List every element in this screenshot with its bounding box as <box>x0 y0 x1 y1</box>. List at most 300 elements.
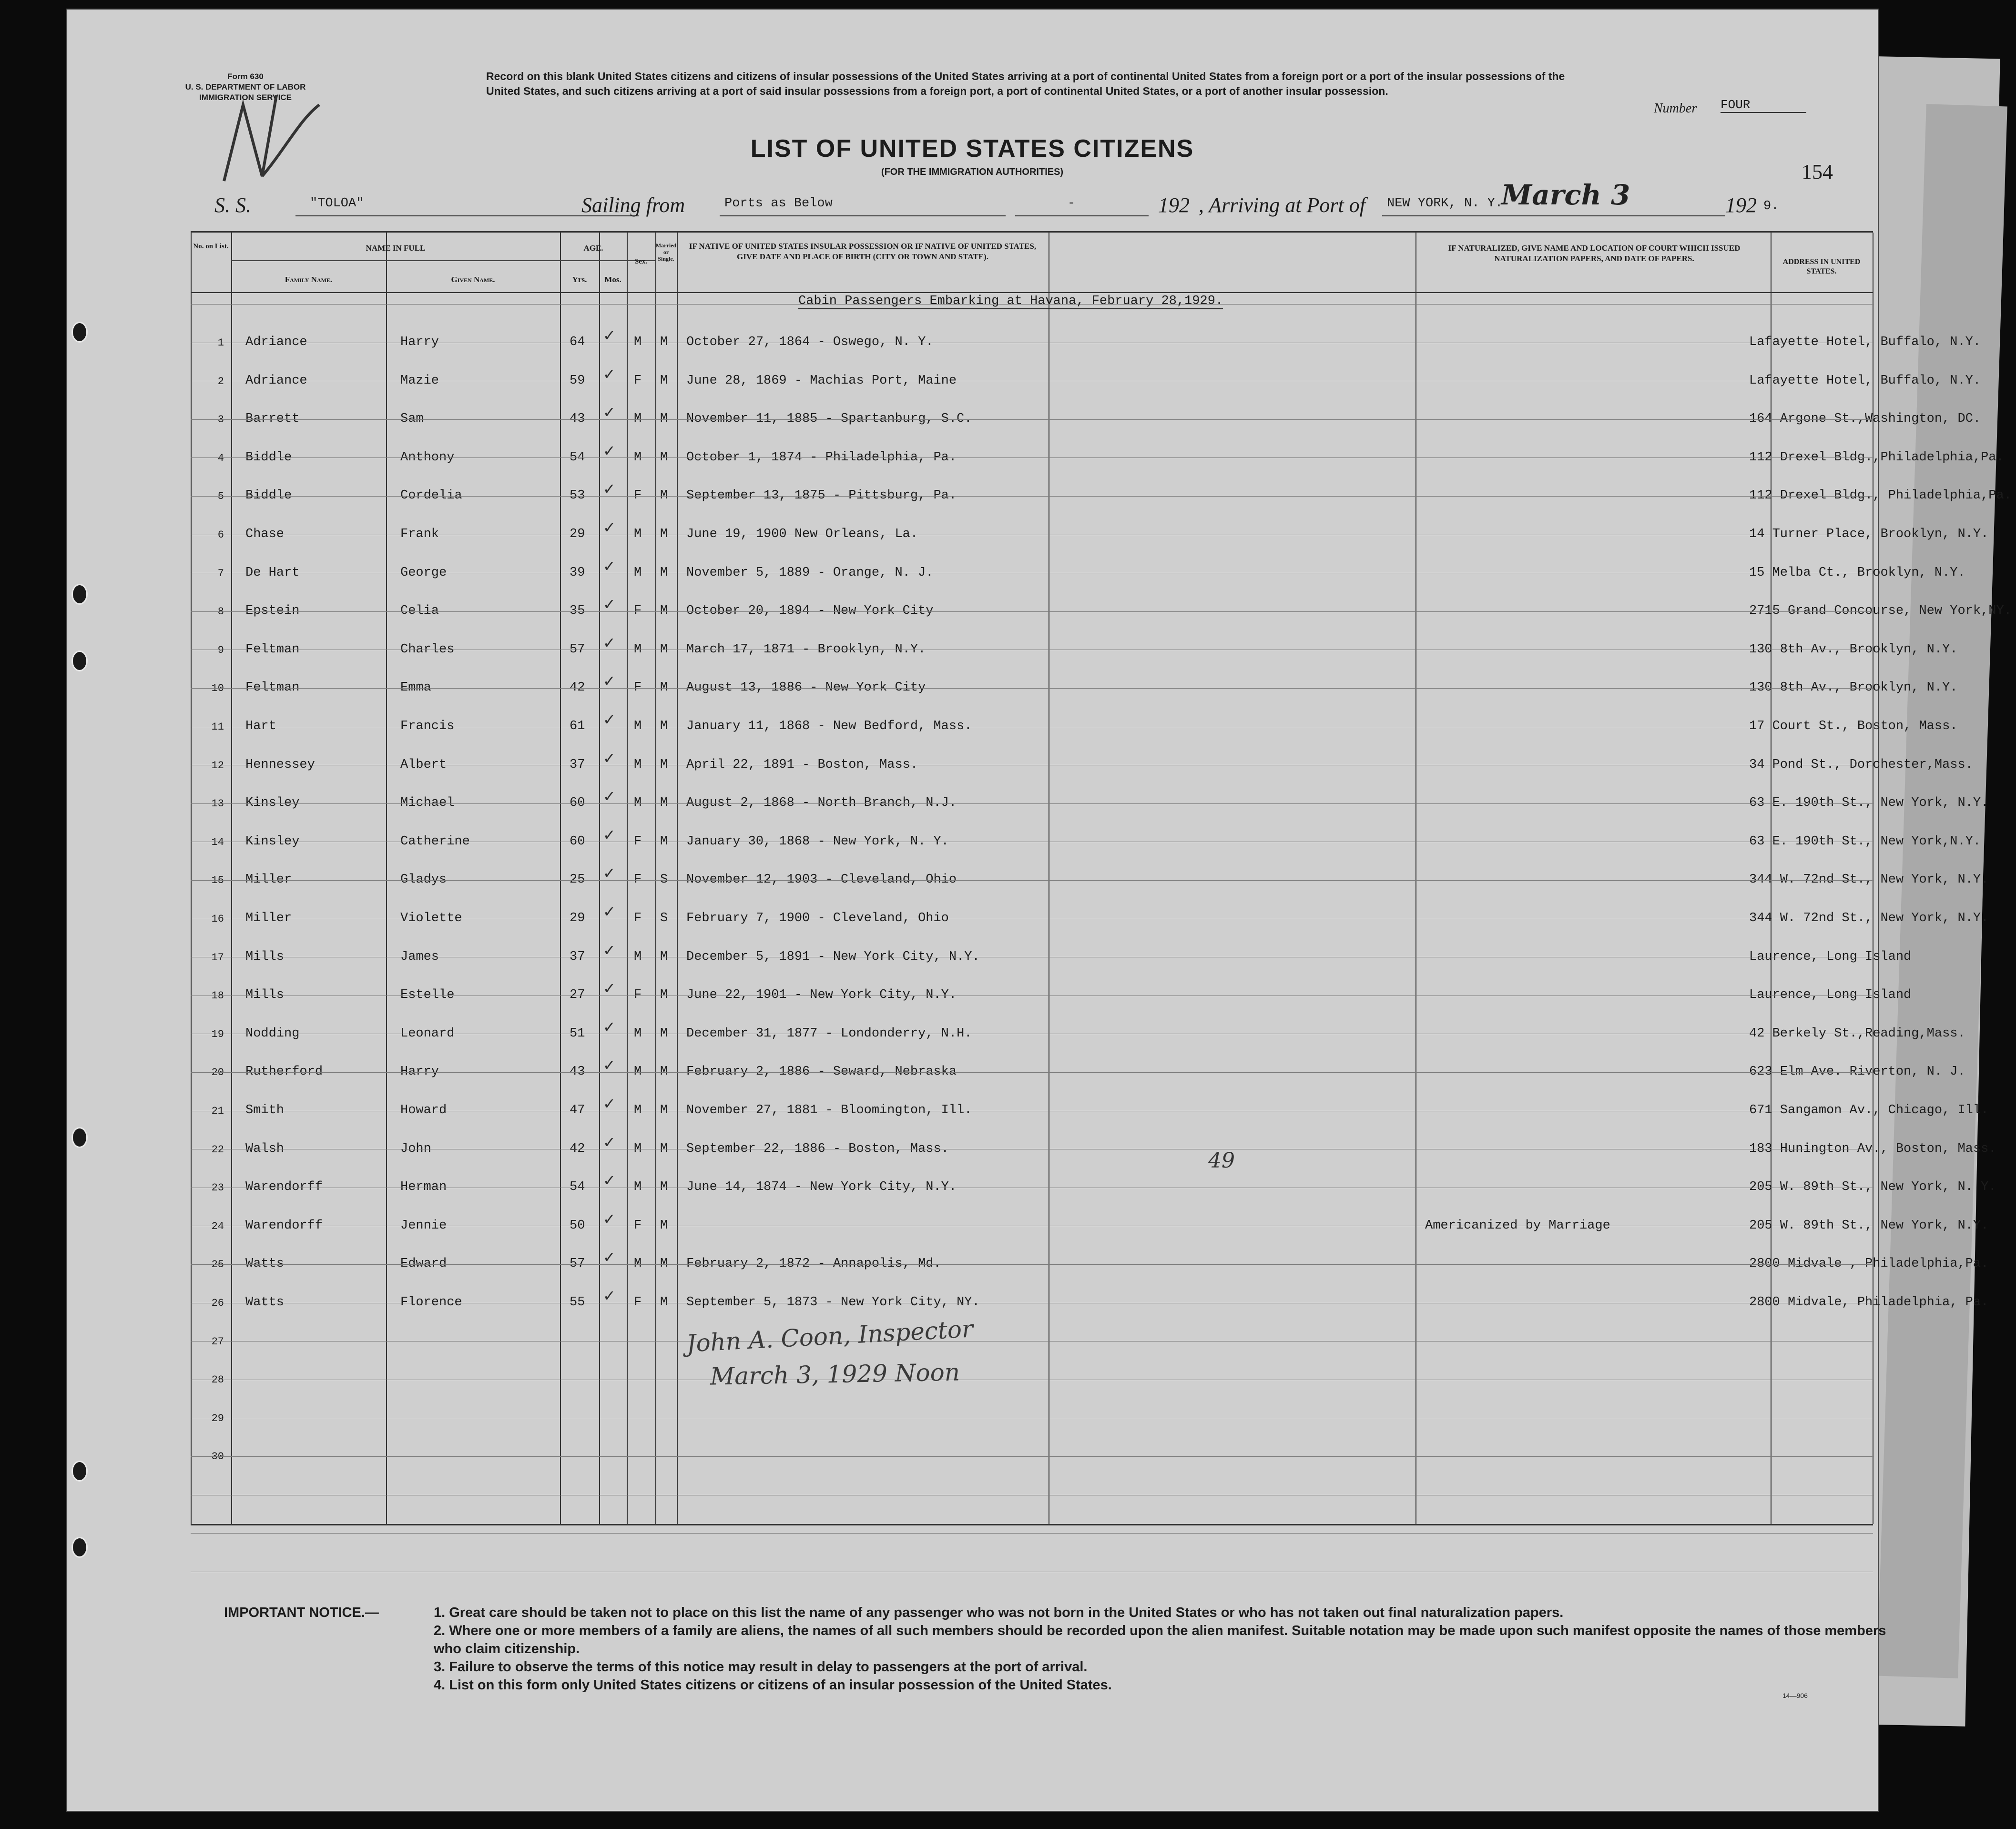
cell-birth: September 22, 1886 - Boston, Mass. <box>686 1141 949 1156</box>
cell-birth: August 13, 1886 - New York City <box>686 681 926 695</box>
cell-ms: M <box>660 796 668 811</box>
cell-age: 43 <box>570 412 585 427</box>
cell-age: 42 <box>570 681 585 695</box>
cell-sex: M <box>634 1141 642 1156</box>
cell-n: 14 <box>211 836 224 848</box>
cell-given: Florence <box>400 1295 462 1310</box>
cell-age: 43 <box>570 1065 585 1079</box>
cell-family: Adriance <box>245 373 307 388</box>
section-heading: Cabin Passengers Embarking at Havana, February 28,1929. <box>798 294 1223 308</box>
cell-family: Watts <box>245 1257 285 1271</box>
cell-ms: M <box>660 988 668 1003</box>
col-yrs: Yrs. <box>572 275 587 284</box>
cell-n: 30 <box>211 1451 224 1463</box>
arriving-label: , Arriving at Port of <box>1199 193 1365 217</box>
cell-given: Emma <box>400 681 431 695</box>
cell-addr: Laurence, Long Island <box>1749 949 1912 964</box>
cell-ms: M <box>660 757 668 772</box>
check-mark-icon: ✓ <box>603 787 616 806</box>
cell-sex: F <box>634 373 642 388</box>
cell-birth: August 2, 1868 - North Branch, N.J. <box>686 796 957 811</box>
cell-age: 59 <box>570 373 585 388</box>
cell-ms: S <box>660 873 668 887</box>
rule <box>191 233 192 1524</box>
header-rule <box>231 260 655 261</box>
cell-n: 21 <box>211 1105 224 1117</box>
cell-given: Leonard <box>400 1026 455 1041</box>
check-mark-icon: ✓ <box>603 711 616 729</box>
check-mark-icon: ✓ <box>603 633 616 652</box>
col-family: Family Name. <box>285 275 333 284</box>
cell-family: Biddle <box>245 488 292 503</box>
cell-age: 54 <box>570 1180 585 1195</box>
rule <box>386 233 387 1524</box>
cell-ms: S <box>660 911 668 925</box>
cell-n: 22 <box>211 1143 224 1156</box>
cell-ms: M <box>660 488 668 503</box>
check-mark-icon: ✓ <box>603 403 616 422</box>
cell-ms: M <box>660 1026 668 1041</box>
cell-ms: M <box>660 949 668 964</box>
cell-n: 19 <box>211 1028 224 1040</box>
cell-n: 9 <box>217 644 224 656</box>
cell-addr: 205 W. 89th St., New York, N. Y. <box>1749 1180 1996 1195</box>
port-blank <box>1382 215 1725 216</box>
cell-given: Harry <box>400 335 439 349</box>
cell-birth: November 5, 1889 - Orange, N. J. <box>686 565 934 580</box>
cell-sex: M <box>634 1026 642 1041</box>
cell-n: 10 <box>211 682 224 695</box>
cell-birth: September 13, 1875 - Pittsburg, Pa. <box>686 488 957 503</box>
cell-given: James <box>400 949 439 964</box>
cell-sex: M <box>634 796 642 811</box>
cell-sex: F <box>634 681 642 695</box>
check-mark-icon: ✓ <box>603 749 616 767</box>
cell-sex: F <box>634 834 642 849</box>
cell-ms: M <box>660 373 668 388</box>
cell-sex: F <box>634 873 642 887</box>
check-mark-icon: ✓ <box>603 979 616 998</box>
cell-ms: M <box>660 1141 668 1156</box>
cell-sex: F <box>634 911 642 925</box>
cell-n: 29 <box>211 1412 224 1424</box>
cell-age: 42 <box>570 1141 585 1156</box>
cell-birth: November 27, 1881 - Bloomington, Ill. <box>686 1103 972 1118</box>
cell-ms: M <box>660 335 668 349</box>
cell-sex: M <box>634 1103 642 1118</box>
number-label: Number <box>1654 101 1697 116</box>
cell-addr: 205 W. 89th St., New York, N.Y. <box>1749 1218 1989 1233</box>
rule <box>560 233 561 1524</box>
date-blank <box>1015 215 1149 216</box>
ruled-line <box>191 611 1873 612</box>
cell-age: 29 <box>570 527 585 541</box>
cell-addr: 183 Hunington Av., Boston, Mass. <box>1749 1141 1996 1156</box>
cell-sex: F <box>634 604 642 619</box>
sailing-blank <box>720 215 1006 216</box>
arrival-port: NEW YORK, N. Y. <box>1387 196 1503 211</box>
cell-given: Estelle <box>400 988 455 1003</box>
cell-n: 4 <box>217 452 224 464</box>
ruled-line <box>191 1072 1873 1073</box>
cell-given: John <box>400 1141 431 1156</box>
check-mark-icon: ✓ <box>603 441 616 460</box>
cell-ms: M <box>660 450 668 465</box>
cell-n: 12 <box>211 759 224 772</box>
check-mark-icon: ✓ <box>603 1017 616 1036</box>
check-mark-icon: ✓ <box>603 557 616 575</box>
cell-addr: 344 W. 72nd St., New York, N.Y. <box>1749 873 1989 887</box>
cell-family: Rutherford <box>245 1065 323 1079</box>
cell-family: Chase <box>245 527 285 541</box>
number-value: FOUR <box>1721 98 1806 113</box>
cell-family: Mills <box>245 949 285 964</box>
cell-family: Mills <box>245 988 285 1003</box>
punch-hole <box>71 1461 88 1482</box>
cell-sex: M <box>634 719 642 733</box>
cell-birth: February 2, 1872 - Annapolis, Md. <box>686 1257 941 1271</box>
cell-given: Howard <box>400 1103 447 1118</box>
cell-ms: M <box>660 1218 668 1233</box>
cell-given: Frank <box>400 527 439 541</box>
cell-given: Catherine <box>400 834 470 849</box>
cell-age: 50 <box>570 1218 585 1233</box>
check-mark-icon: ✓ <box>603 1209 616 1228</box>
margin-note: 49 <box>1208 1148 1235 1173</box>
cell-ms: M <box>660 412 668 427</box>
check-mark-icon: ✓ <box>603 480 616 498</box>
cell-addr: 623 Elm Ave. Riverton, N. J. <box>1749 1065 1965 1079</box>
page-subtitle: (FOR THE IMMIGRATION AUTHORITIES) <box>881 167 1064 177</box>
col-sex: Sex. <box>634 258 648 265</box>
cell-birth: March 17, 1871 - Brooklyn, N.Y. <box>686 642 926 657</box>
cell-given: Violette <box>400 911 462 925</box>
check-mark-icon: ✓ <box>603 1248 616 1267</box>
cell-age: 51 <box>570 1026 585 1041</box>
cell-birth: December 5, 1891 - New York City, N.Y. <box>686 949 980 964</box>
check-mark-icon: ✓ <box>603 365 616 383</box>
cell-age: 60 <box>570 834 585 849</box>
cell-age: 47 <box>570 1103 585 1118</box>
cell-sex: F <box>634 1295 642 1310</box>
cell-addr: 2715 Grand Concourse, New York,NY. <box>1749 604 2012 619</box>
year-prefix: 192 <box>1158 193 1190 217</box>
preamble: Record on this blank United States citizens and citizens of insular possessions of the United States arriving at a port of continental United States from a foreign port or a port of the insular possessions of the United States, and such citizens arriving at a port of said insular possessions from a foreign port, a port of continental United States, or a port of another insular possession. <box>486 70 1565 97</box>
cell-addr: 15 Melba Ct., Brooklyn, N.Y. <box>1749 565 1965 580</box>
col-name-in-full: NAME IN FULL <box>366 244 426 253</box>
ruled-line <box>191 803 1873 804</box>
arrival-year-digit: 9. <box>1763 199 1779 213</box>
cell-addr: Laurence, Long Island <box>1749 988 1912 1003</box>
cell-n: 2 <box>217 375 224 387</box>
cell-n: 17 <box>211 951 224 964</box>
check-mark-icon: ✓ <box>603 864 616 883</box>
cell-given: Celia <box>400 604 439 619</box>
cell-sex: F <box>634 488 642 503</box>
cell-ms: M <box>660 1257 668 1271</box>
cell-n: 27 <box>211 1335 224 1348</box>
check-mark-icon: ✓ <box>603 941 616 959</box>
cell-addr: Lafayette Hotel, Buffalo, N.Y. <box>1749 335 1981 349</box>
col-age: AGE. <box>583 244 603 253</box>
cell-ms: M <box>660 527 668 541</box>
cell-age: 55 <box>570 1295 585 1310</box>
cell-n: 26 <box>211 1297 224 1309</box>
notice-item: 1. Great care should be taken not to place on this list the name of any passenger who was not born in the United States or who has not taken out final naturalization papers. <box>434 1605 1564 1620</box>
cell-n: 16 <box>211 913 224 925</box>
ruled-line <box>191 688 1873 689</box>
cell-family: Epstein <box>245 604 300 619</box>
cell-ms: M <box>660 604 668 619</box>
cell-sex: M <box>634 450 642 465</box>
arrival-date: March 3 <box>1501 179 1630 211</box>
cell-n: 5 <box>217 490 224 503</box>
cell-sex: M <box>634 949 642 964</box>
cell-addr: 17 Court St., Boston, Mass. <box>1749 719 1958 733</box>
punch-hole <box>71 584 88 605</box>
cell-n: 18 <box>211 990 224 1002</box>
cell-ms: M <box>660 681 668 695</box>
col-mos: Mos. <box>604 275 621 284</box>
cell-family: De Hart <box>245 565 300 580</box>
punch-hole <box>71 1127 88 1148</box>
cell-age: 29 <box>570 911 585 925</box>
cell-ms: M <box>660 1103 668 1118</box>
rule <box>1415 233 1416 1524</box>
cell-n: 25 <box>211 1259 224 1271</box>
check-mark-icon: ✓ <box>603 1171 616 1190</box>
sailing-from: Ports as Below <box>724 196 833 211</box>
notice-item: 4. List on this form only United States citizens or citizens of an insular possession of the United States. <box>434 1677 1112 1693</box>
cell-given: Jennie <box>400 1218 447 1233</box>
cell-n: 7 <box>217 567 224 579</box>
cell-family: Hart <box>245 719 276 733</box>
col-native: IF NATIVE OF UNITED STATES INSULAR POSSESSION OR IF NATIVE OF UNITED STATES, GIVE DATE AND PLACE OF BIRTH (CITY OR TOWN AND STATE). <box>689 242 1037 261</box>
cell-birth: February 7, 1900 - Cleveland, Ohio <box>686 911 949 925</box>
cell-ms: M <box>660 1180 668 1195</box>
cell-sex: M <box>634 1065 642 1079</box>
col-address: ADDRESS IN UNITED STATES. <box>1782 258 1861 275</box>
cell-addr: 112 Drexel Bldg.,Philadelphia,Pa. <box>1749 450 2004 465</box>
cell-birth: June 19, 1900 New Orleans, La. <box>686 527 918 541</box>
check-mark-icon: ✓ <box>603 1133 616 1151</box>
cell-n: 28 <box>211 1374 224 1386</box>
punch-hole <box>71 322 88 343</box>
page-number: 154 <box>1802 160 1833 183</box>
check-mark-icon: ✓ <box>603 1287 616 1305</box>
cell-n: 20 <box>211 1067 224 1079</box>
cell-ms: M <box>660 834 668 849</box>
sailing-date: - <box>1068 196 1076 211</box>
inspector-date: March 3, 1929 Noon <box>710 1358 960 1391</box>
cell-birth: February 2, 1886 - Seward, Nebraska <box>686 1065 957 1079</box>
cell-given: Francis <box>400 719 455 733</box>
cell-given: Herman <box>400 1180 447 1195</box>
cell-family: Miller <box>245 911 292 925</box>
cell-ms: M <box>660 1295 668 1310</box>
cell-birth: September 5, 1873 - New York City, NY. <box>686 1295 980 1310</box>
cell-age: 53 <box>570 488 585 503</box>
cell-birth: December 31, 1877 - Londonderry, N.H. <box>686 1026 972 1041</box>
check-mark-icon: ✓ <box>603 672 616 691</box>
col-given: Given Name. <box>451 275 495 284</box>
cell-n: 23 <box>211 1182 224 1194</box>
cell-family: Adriance <box>245 335 307 349</box>
cell-sex: M <box>634 565 642 580</box>
cell-addr: 671 Sangamon Av., Chicago, Ill. <box>1749 1103 1989 1118</box>
cell-addr: 130 8th Av., Brooklyn, N.Y. <box>1749 681 1958 695</box>
cell-addr: 130 8th Av., Brooklyn, N.Y. <box>1749 642 1958 657</box>
cell-given: Sam <box>400 412 424 427</box>
cell-birth: January 11, 1868 - New Bedford, Mass. <box>686 719 972 733</box>
ruled-line <box>191 419 1873 420</box>
cell-age: 60 <box>570 796 585 811</box>
rule <box>677 233 678 1524</box>
check-mark-icon: ✓ <box>603 1056 616 1075</box>
inspector-signature: John A. Coon, Inspector <box>685 1315 974 1358</box>
rule <box>655 233 656 1524</box>
cell-age: 57 <box>570 1257 585 1271</box>
cell-n: 13 <box>211 798 224 810</box>
cell-given: Edward <box>400 1257 447 1271</box>
cell-family: Barrett <box>245 412 300 427</box>
cell-family: Smith <box>245 1103 285 1118</box>
cell-family: Warendorff <box>245 1180 323 1195</box>
cell-age: 39 <box>570 565 585 580</box>
cell-family: Hennessey <box>245 757 315 772</box>
cell-given: Anthony <box>400 450 455 465</box>
cell-age: 35 <box>570 604 585 619</box>
cell-n: 15 <box>211 874 224 887</box>
col-naturalized: IF NATURALIZED, GIVE NAME AND LOCATION OF COURT WHICH ISSUED NATURALIZATION PAPERS, AND DATE OF PAPERS. <box>1448 244 1741 263</box>
ruled-line <box>191 496 1873 497</box>
cell-given: Harry <box>400 1065 439 1079</box>
cell-age: 37 <box>570 757 585 772</box>
cell-birth: June 22, 1901 - New York City, N.Y. <box>686 988 957 1003</box>
cell-ms: M <box>660 1065 668 1079</box>
cell-addr: Lafayette Hotel, Buffalo, N.Y. <box>1749 373 1981 388</box>
service: IMMIGRATION SERVICE <box>199 93 292 102</box>
manifest-page <box>67 10 2012 1811</box>
cell-n: 3 <box>217 414 224 426</box>
check-mark-icon: ✓ <box>603 1095 616 1113</box>
department: U. S. DEPARTMENT OF LABOR <box>185 82 306 91</box>
check-mark-icon: ✓ <box>603 825 616 844</box>
cell-sex: M <box>634 1257 642 1271</box>
cell-family: Watts <box>245 1295 285 1310</box>
cell-age: 54 <box>570 450 585 465</box>
cell-nat: Americanized by Marriage <box>1425 1218 1610 1233</box>
cell-family: Kinsley <box>245 796 300 811</box>
rule <box>599 233 600 1524</box>
ruled-line <box>191 1533 1873 1534</box>
cell-sex: F <box>634 988 642 1003</box>
sailing-label: Sailing from <box>581 193 685 217</box>
cell-family: Biddle <box>245 450 292 465</box>
passenger-table <box>191 231 2012 1525</box>
cell-addr: 63 E. 190th St., New York, N.Y. <box>1749 796 1989 811</box>
ruled-line <box>191 457 1873 458</box>
cell-n: 8 <box>217 606 224 618</box>
notice-item: 3. Failure to observe the terms of this notice may result in delay to passengers at the port of arrival. <box>434 1659 1088 1675</box>
cell-birth: October 20, 1894 - New York City <box>686 604 934 619</box>
cell-n: 6 <box>217 529 224 541</box>
cell-family: Kinsley <box>245 834 300 849</box>
col-no: No. on List. <box>193 243 229 250</box>
cell-birth: November 12, 1903 - Cleveland, Ohio <box>686 873 957 887</box>
cell-birth: November 11, 1885 - Spartanburg, S.C. <box>686 412 972 427</box>
cell-given: Charles <box>400 642 455 657</box>
cell-addr: 14 Turner Place, Brooklyn, N.Y. <box>1749 527 1989 541</box>
punch-hole <box>71 650 88 671</box>
cell-given: George <box>400 565 447 580</box>
cell-ms: M <box>660 642 668 657</box>
footer-code: 14—906 <box>1782 1692 1808 1699</box>
cell-addr: 63 E. 190th St., New York,N.Y. <box>1749 834 1981 849</box>
cell-addr: 2800 Midvale, Philadelphia, Pa. <box>1749 1295 1989 1310</box>
cell-birth: June 14, 1874 - New York City, N.Y. <box>686 1180 957 1195</box>
cell-family: Warendorff <box>245 1218 323 1233</box>
cell-sex: M <box>634 1180 642 1195</box>
cell-addr: 112 Drexel Bldg., Philadelphia,Pa. <box>1749 488 2012 503</box>
cell-ms: M <box>660 565 668 580</box>
cell-family: Nodding <box>245 1026 300 1041</box>
cell-addr: 42 Berkely St.,Reading,Mass. <box>1749 1026 1965 1041</box>
cell-birth: April 22, 1891 - Boston, Mass. <box>686 757 918 772</box>
cell-birth: January 30, 1868 - New York, N. Y. <box>686 834 949 849</box>
ship-name: "TOLOA" <box>310 196 364 211</box>
notice-item: 2. Where one or more members of a family are aliens, the names of all such members should be recorded upon the alien manifest. Suitable notation may be made upon such manifest opposite the names of those members who claim citizenship. <box>434 1623 1886 1656</box>
cell-birth: October 27, 1864 - Oswego, N. Y. <box>686 335 934 349</box>
check-mark-icon: ✓ <box>603 518 616 537</box>
cell-age: 64 <box>570 335 585 349</box>
cell-age: 25 <box>570 873 585 887</box>
cell-sex: M <box>634 335 642 349</box>
page-title: LIST OF UNITED STATES CITIZENS <box>750 135 1194 163</box>
cell-sex: M <box>634 527 642 541</box>
cell-addr: 2800 Midvale , Philadelphia,Pa. <box>1749 1257 1989 1271</box>
form-number: Form 630 <box>227 72 264 81</box>
cell-given: Cordelia <box>400 488 462 503</box>
cell-n: 11 <box>211 721 224 733</box>
check-mark-icon: ✓ <box>603 326 616 345</box>
ruled-line <box>191 1456 1873 1457</box>
ruled-line <box>191 880 1873 881</box>
ruled-line <box>191 1264 1873 1265</box>
cell-birth: June 28, 1869 - Machias Port, Maine <box>686 373 957 388</box>
ss-label: S. S. <box>214 193 251 217</box>
cell-sex: F <box>634 1218 642 1233</box>
cell-given: Michael <box>400 796 455 811</box>
cell-family: Walsh <box>245 1141 285 1156</box>
cell-family: Miller <box>245 873 292 887</box>
cell-family: Feltman <box>245 681 300 695</box>
cell-n: 1 <box>217 337 224 349</box>
notice-lead: IMPORTANT NOTICE.— <box>224 1605 379 1620</box>
cell-family: Feltman <box>245 642 300 657</box>
cell-age: 37 <box>570 949 585 964</box>
cell-age: 61 <box>570 719 585 733</box>
cell-age: 27 <box>570 988 585 1003</box>
cell-addr: 344 W. 72nd St., New York, N.Y. <box>1749 911 1989 925</box>
arrival-year: 192 <box>1725 193 1757 217</box>
cell-given: Albert <box>400 757 447 772</box>
header-rule <box>191 292 1873 293</box>
cell-given: Gladys <box>400 873 447 887</box>
cell-birth: October 1, 1874 - Philadelphia, Pa. <box>686 450 957 465</box>
col-married: Married or Single. <box>655 242 677 262</box>
check-mark-icon: ✓ <box>603 595 616 614</box>
